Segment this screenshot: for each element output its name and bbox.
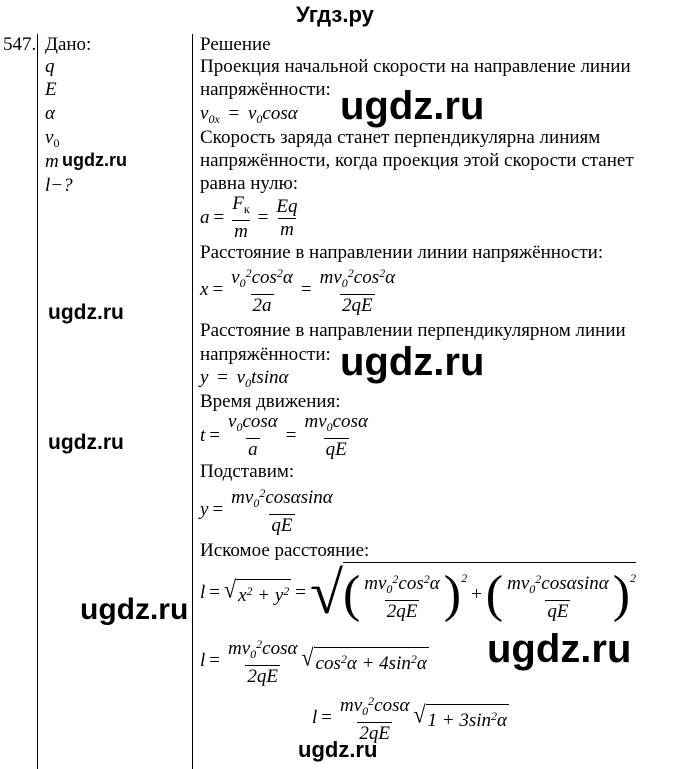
- watermark: ugdz.ru: [80, 593, 189, 626]
- watermark: ugdz.ru: [62, 150, 127, 170]
- formula-l-simplified: l = $\frac{mv_0^2\cos\alpha}{2qE}$ √ $\cos^2\alpha + 4\sin^2\alpha$: [200, 637, 427, 687]
- given-l: l−?: [45, 175, 73, 196]
- watermark: ugdz.ru: [340, 340, 485, 384]
- given-v0: [45, 127, 59, 154]
- given-v0-base: v: [45, 127, 54, 148]
- watermark: ugdz.ru: [48, 431, 124, 454]
- solution-para-6: Расстояние в направлении линии напряжённости:: [200, 242, 604, 263]
- solution-para-9: Время движения:: [200, 391, 341, 412]
- formula-l-pythagoras: l = √ $x^2 + y^2$ = √ ( $\frac{mv_0^2\cos^2\alpha}{2qE}$ ) $^2$ + ( $\frac{mv_0^2\cos\alpha\sin\alpha}{qE}$ ) $^2$: [200, 559, 637, 626]
- watermark: ugdz.ru: [298, 737, 378, 762]
- given-m: m: [45, 151, 59, 172]
- formula-acceleration: a = $\frac{F_к}{m}$ = $\frac{Eq}{m}$: [200, 193, 298, 242]
- formula-x: x = $\frac{v_0^2\cos^2\alpha}{2a}$ = $\frac{mv_0^2\cos^2\alpha}{2qE}$: [200, 266, 396, 316]
- formula-y-time: $y = v_0tsin\alpha$: [200, 367, 289, 390]
- solution-para-5: равна нулю:: [200, 173, 299, 194]
- given-label: Дано:: [45, 34, 92, 55]
- problem-number: 547.: [3, 34, 37, 55]
- watermark: ugdz.ru: [48, 301, 124, 324]
- watermark: ugdz.ru: [487, 627, 632, 671]
- formula-y-substituted: y = $\frac{mv_0^2\cos\alpha\sin\alpha}{qE}$: [200, 486, 333, 536]
- given-E: E: [45, 79, 57, 100]
- given-solution-divider: [192, 34, 193, 769]
- solution-para-8: напряжённости:: [200, 344, 331, 365]
- left-margin-line: [37, 34, 38, 769]
- formula-v0x: $v_{0x} = v_0\cos\alpha$: [200, 103, 298, 126]
- given-q: q: [45, 56, 55, 77]
- given-v0-sub: 0: [53, 136, 60, 150]
- given-alpha: α: [45, 103, 55, 124]
- watermark: ugdz.ru: [340, 84, 485, 128]
- solution-para-4: напряжённости, когда проекция этой скорости станет: [200, 150, 634, 171]
- formula-l-final: l = $\frac{mv_0^2\cos\alpha}{2qE}$ √ $1 + 3\sin^2\alpha$: [312, 694, 508, 744]
- solution-para-2: напряжённости:: [200, 79, 331, 100]
- formula-t: t = $\frac{v_0\cos\alpha}{a}$ = $\frac{mv_0\cos\alpha}{qE}$: [200, 411, 368, 460]
- site-header: Угдз.ру: [296, 2, 374, 27]
- solution-heading: Решение: [200, 34, 271, 55]
- solution-para-7: Расстояние в направлении перпендикулярном линии: [200, 320, 626, 341]
- solution-para-3: Скорость заряда станет перпендикулярна линиям: [200, 127, 601, 148]
- solution-para-10: Подставим:: [200, 461, 295, 482]
- solution-para-1: Проекция начальной скорости на направление линии: [200, 56, 631, 77]
- solution-para-11: Искомое расстояние:: [200, 540, 370, 561]
